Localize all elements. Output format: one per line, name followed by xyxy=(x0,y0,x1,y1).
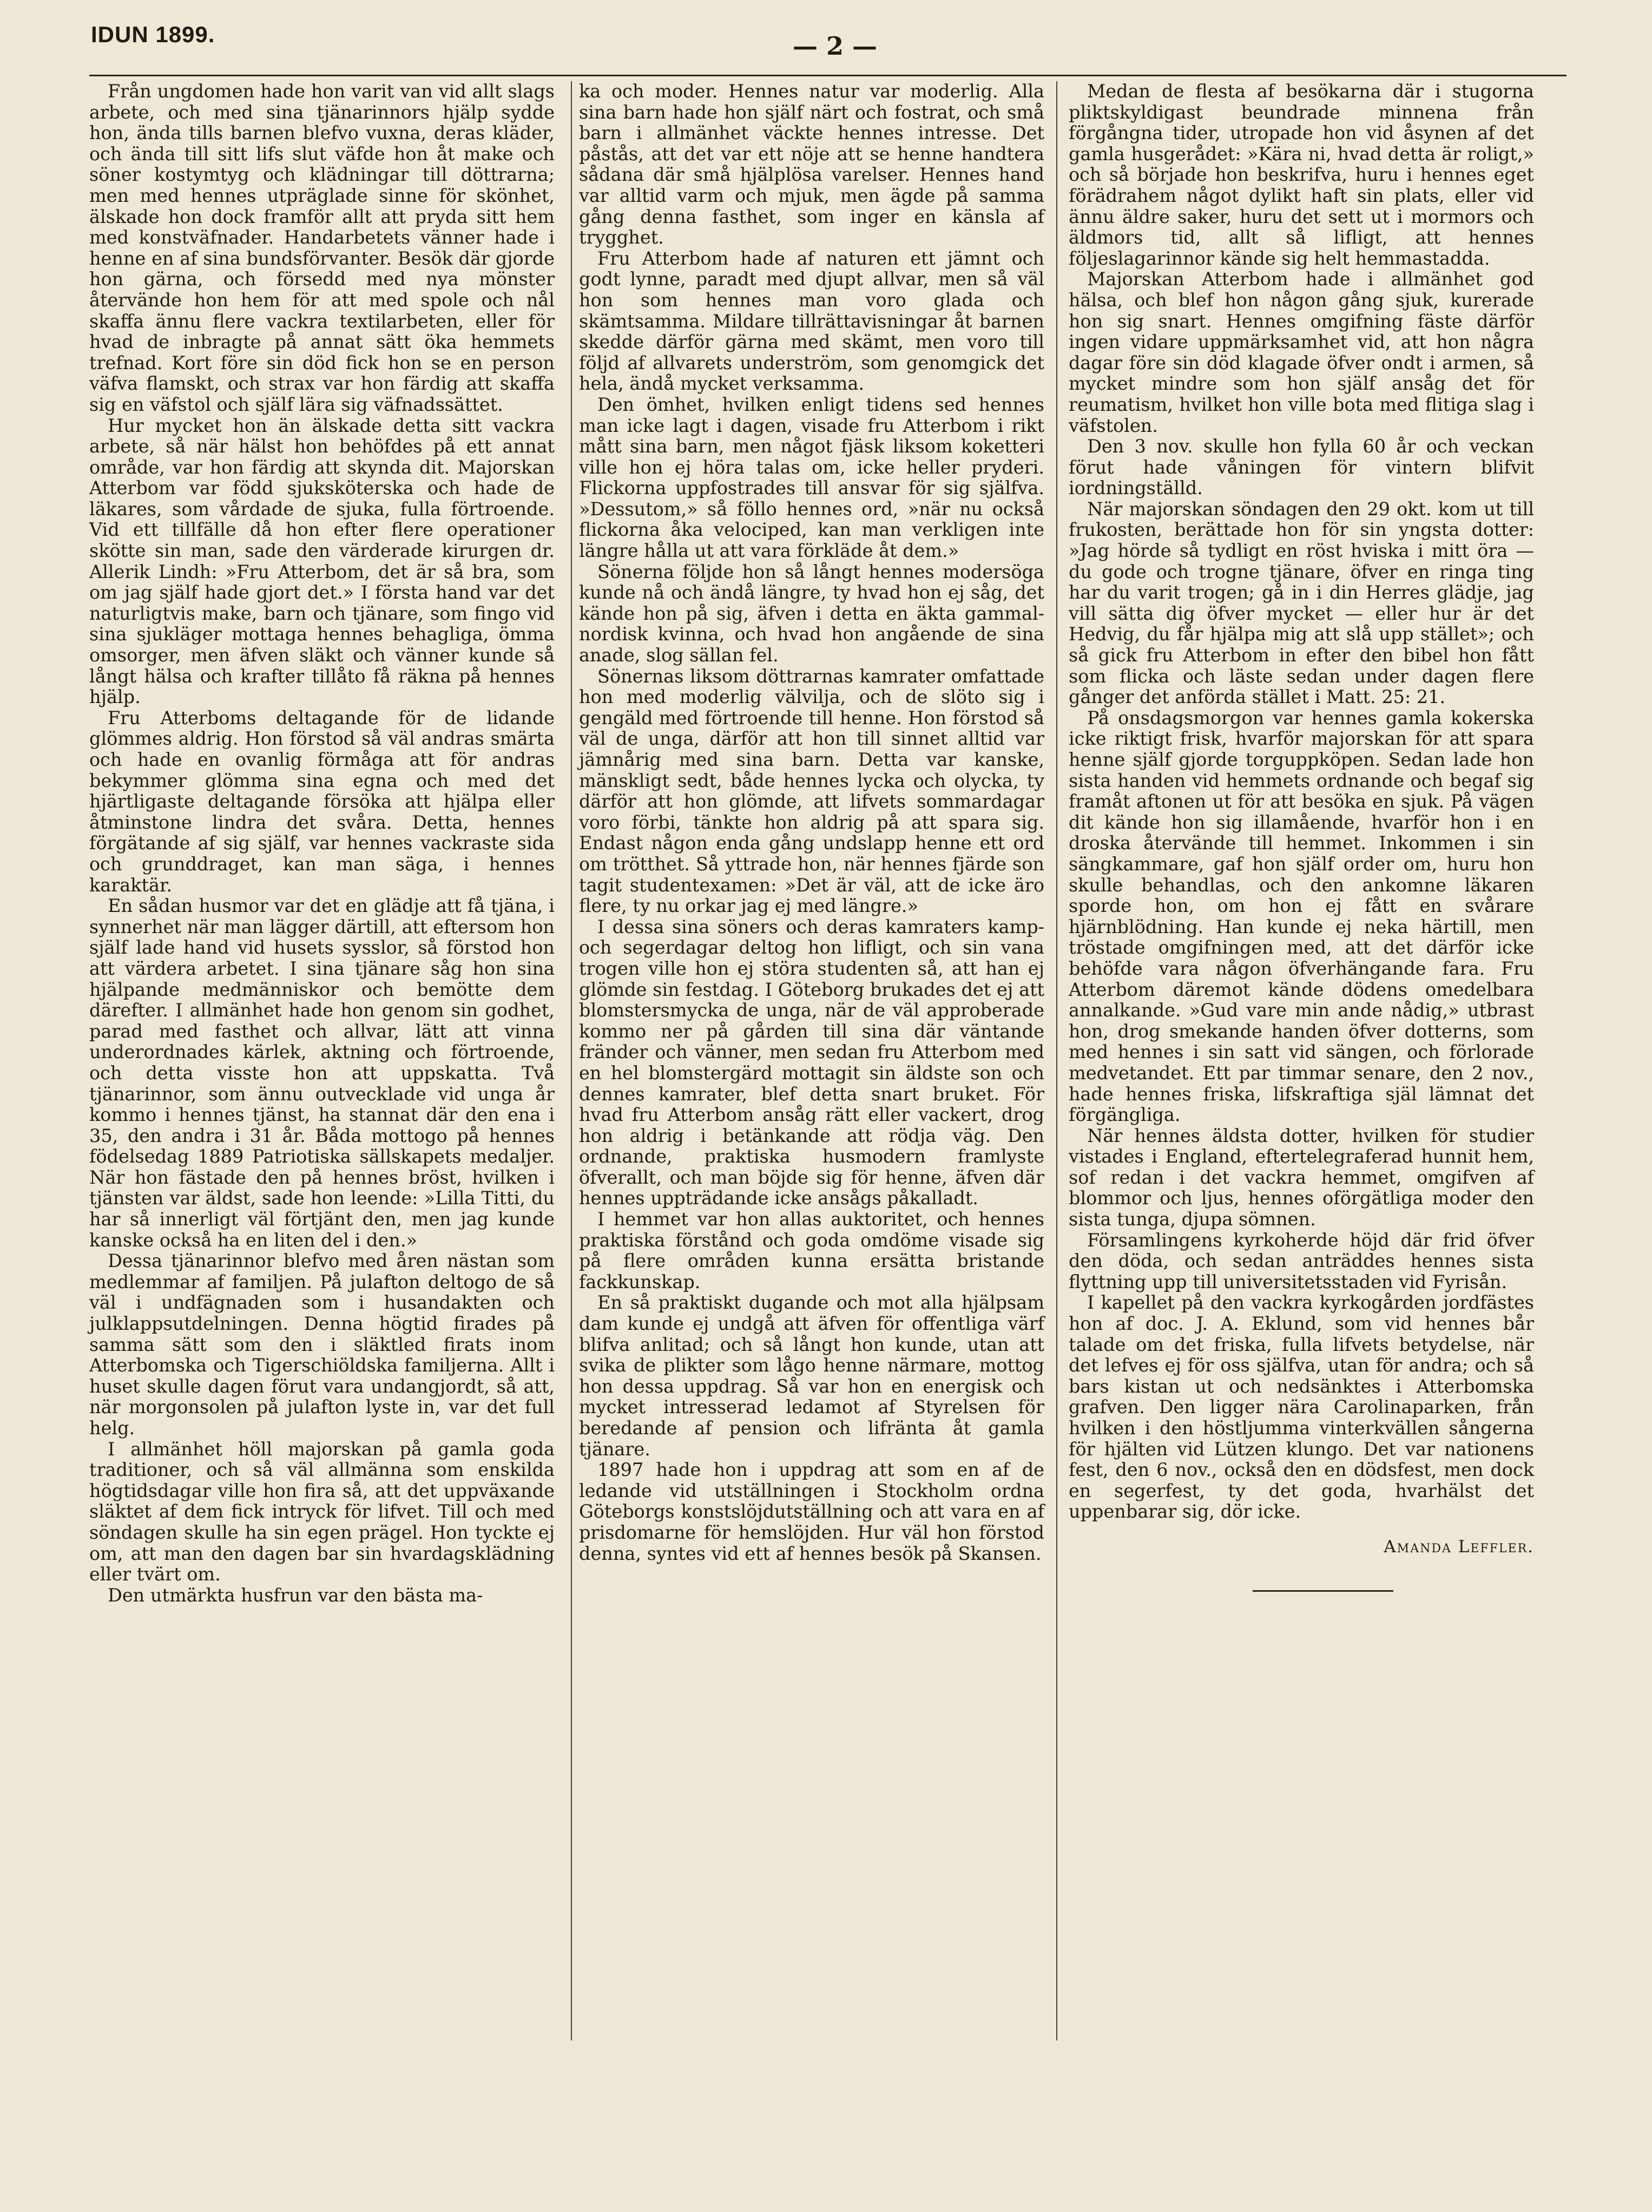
paragraph: När hennes äldsta dotter, hvilken för studier vistades i England, eftertelegraferad hunnit hem, sof redan i det vackra hemmet, omgifven af blommor och ljus, hennes oförgätliga moder den sista tunga, djupa sömnen. xyxy=(1069,1125,1534,1230)
column-1 xyxy=(89,81,555,1606)
paragraph: I dessa sina söners och deras kamraters kamp- och segerdagar deltog hon lifligt, och sin vana trogen ville hon ej störa studenten så, att han ej glömde sin festdag. I Göteborg brukades det ej att blomstersmycka de unga, när de väl approberade kommo ner på gården till sina där väntande fränder och vänner, men sedan fru Atterbom med en hel blomstergärd mottagit sin äldste son och dennes kamrater, blef detta snart bruket. För hvad fru Atterbom ansåg rätt eller vackert, drog hon aldrig i betänkande att rödja väg. Den ordnande, praktiska husmodern framlyste öfverallt, och man böjde sig för henne, äfven där hennes uppträdande icke ansågs påkalladt. xyxy=(579,916,1044,1209)
paragraph: Församlingens kyrkoherde höjd där frid öfver den döda, och sedan anträddes hennes sista flyttning upp till universitetsstaden vid Fyrisån. xyxy=(1069,1229,1534,1292)
paragraph: Sönerna följde hon så långt hennes modersöga kunde nå och ändå längre, ty hvad hon ej såg, det kände hon på sig, äfven i detta en äkta gammal-nordisk kvinna, och hvad hon angående de sina anade, slog sällan fel. xyxy=(579,561,1044,666)
paragraph: Sönernas liksom döttrarnas kamrater omfattade hon med moderlig välvilja, och de slöto sig i gengäld med förtroende till henne. Hon förstod så väl de unga, därför att hon till sinnet alltid var jämnårig med sina barn. Detta var kanske, mänskligt sedt, både hennes lycka och olycka, ty därför att hon glömde, att lifvets sommardagar voro förbi, tänkte hon aldrig på att spara sig. Endast någon enda gång undslapp henne ett ord om trötthet. Så yttrade hon, när hennes fjärde son tagit studentexamen: »Det är väl, att de icke äro flere, ty nu orkar jag ej med längre.» xyxy=(579,665,1044,917)
paragraph: Hur mycket hon än älskade detta sitt vackra arbete, så när hälst hon behöfdes på ett annat område, var hon färdig att skynda dit. Majorskan Atterbom var född sjuksköterska och hade de läkares, som vårdade de sjuka, fulla förtroende. Vid ett tillfälle då hon efter flere operationer skötte sin man, sade den värderade kirurgen dr. Allerik Lindh: »Fru Atterbom, det är så bra, som om jag själf hade gjort det.» I första hand var det naturligtvis make, barn och tjänare, som fingo vid sina sjukläger mottaga hennes behagliga, ömma omsorger, men äfven släkt och vänner kunde så långt hälsa och krafter tillåto få räkna på hennes hjälp. xyxy=(89,415,555,708)
paragraph: På onsdagsmorgon var hennes gamla kokerska icke riktigt frisk, hvarför majorskan för att spara henne själf gjorde torguppköpen. Sedan lade hon sista handen vid hemmets ordnande och begaf sig framåt aftonen ut för att besöka en sjuk. På vägen dit kände hon sig illamående, hvarför hon i en droska återvände till hemmet. Inkommen i sin sängkammare, gaf hon själf order om, huru hon skulle behandlas, och den ankomne läkaren sporde hon, om hon ej fått en svårare hjärnblödning. Han kunde ej neka härtill, men tröstade omgifningen med, att det därför icke behöfde vara någon öfverhängande fara. Fru Atterbom däremot kände dödens omedelbara annalkande. »Gud vare min ande nådig,» utbrast hon, drog smekande handen öfver dotterns, som med hennes i sin satt vid sängen, och förlorade medvetandet. Ett par timmar senare, den 2 nov., hade hennes friska, lifskraftiga själ lämnat det förgängliga. xyxy=(1069,707,1534,1126)
paragraph: En så praktiskt dugande och mot alla hjälpsam dam kunde ej undgå att äfven för offentliga värf blifva anlitad; och så långt hon kunde, utan att svika de plikter som lågo henne närmare, mottog hon dessa uppdrag. Så var hon en energisk och mycket intresserad ledamot af Styrelsen för beredande af pension och lifränta åt gamla tjänare. xyxy=(579,1292,1044,1460)
paragraph: Fru Atterbom hade af naturen ett jämnt och godt lynne, paradt med djupt allvar, men så väl hon som hennes man voro glada och skämtsamma. Mildare tillrättavisningar åt barnen skedde därför gärna med skämt, men voro till följd af allvarets underström, som genomgick det hela, ändå mycket verksamma. xyxy=(579,247,1044,395)
column-3 xyxy=(1069,81,1534,1592)
paragraph: En sådan husmor var det en glädje att få tjäna, i synnerhet när man lägger därtill, att eftersom hon själf lade hand vid husets sysslor, så förstod hon att värdera arbetet. I sina tjänare såg hon sina hjälpande medmänniskor och bemötte dem därefter. I allmänhet hade hon genom sin godhet, parad med fasthet och allvar, lätt att vinna underordnades kärlek, aktning och förtroende, och detta visste hon att uppskatta. Två tjänarinnor, som ännu outvecklade vid unga år kommo i hennes tjänst, ha stannat där den ena i 35, den andra i 31 år. Båda mottogo på hennes födelsedag 1889 Patriotiska sällskapets medaljer. När hon fästade den på hennes bröst, hvilken i tjänsten var äldst, sade hon leende: »Lilla Titti, du har så innerligt väl förtjänt den, men jag kunde kanske också ha en liten del i den.» xyxy=(89,895,555,1251)
paragraph: Medan de flesta af besökarna där i stugorna pliktskyldigast beundrade minnena från förgångna tider, utropade hon vid åsynen af det gamla husgerådet: »Kära ni, hvad detta är roligt,» och så började hon beskrifva, huru i hennes eget förädrahem något dylikt haft sin plats, eller vid ännu äldre saker, huru det sett ut i mormors och äldmors tid, allt så lifligt, att hennes följeslagarinnor kände sig helt hemmastadda. xyxy=(1069,81,1534,269)
paragraph: ka och moder. Hennes natur var moderlig. Alla sina barn hade hon själf närt och fostrat, och små barn i allmänhet väckte hennes intresse. Det påstås, att det var ett nöje att se henne handtera sådana där små hjälplösa varelser. Hennes hand var alltid varm och mjuk, men ägde på samma gång denna fasthet, som inger en känsla af trygghet. xyxy=(579,81,1044,248)
paragraph: 1897 hade hon i uppdrag att som en af de ledande vid utställningen i Stockholm ordna Göteborgs konstslöjdutställning och att vara en af prisdomarne för hemslöjden. Hur väl hon förstod denna, syntes vid ett af hennes besök på Skansen. xyxy=(579,1459,1044,1564)
page-number: — 2 — xyxy=(793,31,878,61)
paragraph: I kapellet på den vackra kyrkogården jordfästes hon af doc. J. A. Eklund, som vid hennes bår talade om det friska, fulla lifvets betydelse, när det lefves ej för oss själfva, utan för andra; och så bars kistan ut och nedsänktes i Atterbomska grafven. Den ligger nära Carolinaparken, från hvilken i den höstljumma vinterkvällen sångerna för hjälten vid Lützen klungo. Det var nationens fest, den 6 nov., också den en dödsfest, men dock en segerfest, ty det goda, hvarhälst det uppenbarar sig, dör icke. xyxy=(1069,1292,1534,1522)
paragraph: I hemmet var hon allas auktoritet, och hennes praktiska förstånd och goda omdöme visade sig på flere områden kunna ersätta bristande fackkunskap. xyxy=(579,1209,1044,1292)
paragraph: Majorskan Atterbom hade i allmänhet god hälsa, och blef hon någon gång sjuk, kurerade hon sig snart. Hennes omgifning fäste därför ingen vidare uppmärksamhet vid, att hon några dagar före sin död klagade öfver ondt i armen, så mycket mindre som hon själf ansåg det för reumatism, hvilket hon ville bota med flitiga slag i väfstolen. xyxy=(1069,268,1534,436)
header-rule xyxy=(89,75,1567,76)
column-3-body xyxy=(1069,81,1534,1522)
author-signature: Amanda Leffler. xyxy=(1384,1537,1534,1557)
closing-rule xyxy=(1253,1590,1393,1592)
paragraph: Från ungdomen hade hon varit van vid allt slags arbete, och med sina tjänarinnors hjälp sydde hon, ända tills barnen blefvo vuxna, deras kläder, och ända till sitt lifs slut väfde hon åt make och söner kostymtyg och klädningar till döttrarna; men med hennes utpräglade sinne för skönhet, älskade hon dock framför allt att pryda sitt hem med konstväfnader. Handarbetets vänner hade i henne en af sina bundsförvanter. Besök där gjorde hon gärna, och försedd med nya mönster återvände hon hem för att med spole och nål skaffa ännu flere vackra textilarbeten, eller för hvad de inbragte på annat sätt öka hemmets trefnad. Kort före sin död fick hon se en person väfva flamskt, och strax var hon färdig att skaffa sig en väfstol och själf lära sig väfnadssättet. xyxy=(89,81,555,415)
paragraph: När majorskan söndagen den 29 okt. kom ut till frukosten, berättade hon för sin yngsta dotter: »Jag hörde så tydligt en röst hviska i mitt öra — du gode och trogne tjänare, öfver en ringa ting har du varit trogen; gå in i din Herres glädje, jag vill sätta dig öfver mycket — eller hur är det Hedvig, du får hjälpa mig att slå upp stället»; och så gick fru Atterbom in efter den bibel hon fått som flicka och läste sedan under dagen flere gånger det anförda stället i Matt. 25: 21. xyxy=(1069,498,1534,708)
paragraph: Dessa tjänarinnor blefvo med åren nästan som medlemmar af familjen. På julafton deltogo de så väl i undfägnaden som i husandakten och julklappsutdelningen. Denna högtid firades på samma sätt som den i släktled firats inom Atterbomska och Tigerschiöldska familjerna. Allt i huset skulle dagen förut vara undangjordt, så att, när morgonsolen på julafton lyste in, var det full helg. xyxy=(89,1250,555,1439)
paragraph: Den 3 nov. skulle hon fylla 60 år och veckan förut hade våningen för vintern blifvit iordningställd. xyxy=(1069,436,1534,499)
column-rule-2 xyxy=(1056,81,1057,2040)
column-2 xyxy=(579,81,1044,1564)
column-rule-1 xyxy=(571,81,572,2040)
publication-title: IDUN 1899. xyxy=(91,22,215,47)
paragraph: Den utmärkta husfrun var den bästa ma- xyxy=(108,1584,483,1606)
paragraph: I allmänhet höll majorskan på gamla goda traditioner, och så väl allmänna som enskilda högtidsdagar ville hon fira så, att det uppväxande släktet af dem fick intryck för lifvet. Till och med söndagen skulle ha sin egen prägel. Hon tyckte ej om, att man den dagen bar sin hvardagsklädning eller tvärt om. xyxy=(89,1438,555,1585)
paragraph: Den ömhet, hvilken enligt tidens sed hennes man icke lagt i dagen, visade fru Atterbom i rikt mått sina barn, men något fjäsk liksom koketteri ville hon ej höra talas om, icke heller pryderi. Flickorna uppfostrades till ansvar för sig själfva. »Dessutom,» så föllo hennes ord, »när nu också flickorna åka velociped, kan man verkligen inte längre hålla ut att vara förkläde åt dem.» xyxy=(579,393,1044,562)
paragraph: Fru Atterboms deltagande för de lidande glömmes aldrig. Hon förstod så väl andras smärta och hade en ovanlig förmåga att för andras bekymmer glömma sina egna och med det hjärtligaste deltagande försöka att hjälpa eller åtminstone lindra det svåra. Detta, hennes förgätande af sig själf, var hennes vackraste sida och grunddraget, kan man säga, i hennes karaktär. xyxy=(89,707,555,896)
